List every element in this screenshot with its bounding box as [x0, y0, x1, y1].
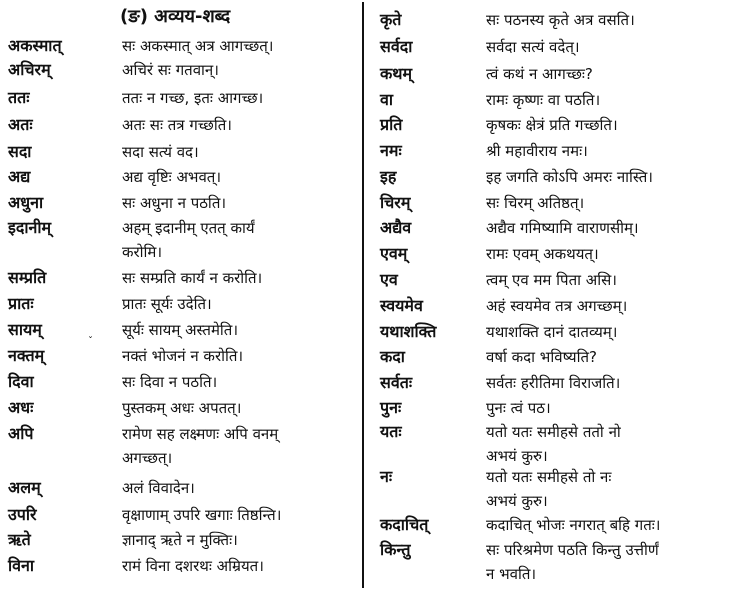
list-item: [366, 373, 735, 393]
column-divider: [362, 2, 364, 588]
avyaya-word: अलम्: [8, 478, 41, 497]
list-item: [366, 244, 735, 264]
avyaya-word: प्रातः: [8, 294, 34, 313]
example-sentence-continued: करोमि।: [122, 243, 163, 261]
avyaya-word: अद्यैव: [380, 218, 412, 237]
example-sentence: पुनः त्वं पठ।: [486, 399, 551, 417]
list-item: [366, 422, 735, 465]
list-item: [366, 296, 735, 316]
avyaya-word: इह: [380, 167, 397, 186]
example-sentence: अद्य वृष्टिः अभवत्।: [122, 168, 222, 186]
avyaya-word: विना: [8, 556, 35, 575]
avyaya-word: अतः: [8, 115, 33, 134]
example-sentence: अद्यैव गमिष्यामि वाराणसीम्।: [486, 219, 639, 237]
avyaya-word: कदा: [380, 347, 405, 366]
example-sentence: सः अधुना न पठति।: [122, 194, 227, 212]
list-item: [366, 515, 735, 535]
list-item: [0, 218, 362, 261]
avyaya-word: नः: [380, 467, 393, 486]
avyaya-word: यतः: [380, 422, 402, 441]
avyaya-word: एवम्: [380, 244, 408, 263]
avyaya-word: अधः: [8, 398, 34, 417]
example-sentence: सः पठनस्य कृते अत्र वसति।: [486, 11, 635, 29]
avyaya-word: सदा: [8, 142, 32, 161]
example-sentence: सः अकस्मात् अत्र आगच्छत्।: [122, 37, 274, 55]
avyaya-word: सर्वतः: [380, 373, 413, 392]
example-sentence-continued: अगच्छत्।: [122, 449, 173, 467]
example-sentence: सर्वदा सत्यं वदेत्।: [486, 38, 580, 56]
list-item: [0, 193, 362, 213]
avyaya-word: सर्वदा: [380, 37, 413, 56]
example-sentence: वर्षा कदा भविष्यति?: [486, 348, 597, 366]
avyaya-word: उपरि: [8, 505, 37, 524]
avyaya-word: ततः: [8, 88, 30, 107]
list-item: [0, 268, 362, 288]
list-item: [0, 294, 362, 314]
list-item: [366, 540, 735, 583]
example-sentence-continued: अभयं कुरु।: [486, 492, 548, 510]
example-sentence: पुस्तकम् अधः अपतत्।: [122, 399, 242, 417]
list-item: [0, 424, 362, 467]
avyaya-word: अचिरम्: [8, 60, 51, 79]
avyaya-word: एव: [380, 270, 398, 289]
list-item: [0, 167, 362, 187]
list-item: [366, 167, 735, 187]
section-title: (ङ) अव्यय-शब्द: [120, 6, 231, 27]
avyaya-word: स्वयमेव: [380, 296, 423, 315]
list-item: [0, 36, 362, 56]
avyaya-word: चिरम्: [380, 193, 411, 212]
list-item: [0, 505, 362, 525]
avyaya-word: यथाशक्ति: [380, 322, 437, 341]
example-sentence: रामेण सह लक्ष्मणः अपि वनम्: [122, 425, 279, 443]
example-sentence: यथाशक्ति दानं दातव्यम्।: [486, 323, 618, 341]
avyaya-word: अकस्मात्: [8, 36, 62, 55]
example-sentence: अतः सः तत्र गच्छति।: [122, 116, 232, 134]
example-sentence: त्वम् एव मम पिता असि।: [486, 271, 617, 289]
list-item: [366, 322, 735, 342]
list-item: [0, 398, 362, 418]
example-sentence: अहं स्वयमेव तत्र अगच्छम्।: [486, 297, 628, 315]
example-sentence: सः चिरम् अतिष्ठत्।: [486, 194, 585, 212]
example-sentence: इह जगति कोऽपि अमरः नास्ति।: [486, 168, 653, 186]
example-sentence: अहम् इदानीम् एतत् कार्यं: [122, 219, 255, 237]
example-sentence: ज्ञानाद् ऋते न मुक्तिः।: [122, 531, 238, 549]
list-item: [0, 115, 362, 135]
example-sentence: त्वं कथं न आगच्छः?: [486, 65, 593, 83]
avyaya-word: पुनः: [380, 398, 402, 417]
example-sentence: यतो यतः समीहसे ततो नो: [486, 423, 621, 441]
avyaya-word: इदानीम्: [8, 218, 52, 237]
avyaya-word: ऋते: [8, 530, 31, 549]
example-sentence: कदाचित् भोजः नगरात् बहि गतः।: [486, 516, 661, 534]
avyaya-word: अद्य: [8, 167, 31, 186]
example-sentence: श्री महावीराय नमः।: [486, 142, 588, 160]
avyaya-word: नमः: [380, 141, 402, 160]
example-sentence: सः परिश्रमेण पठति किन्तु उत्तीर्णं: [486, 541, 659, 559]
list-item: [0, 346, 362, 366]
avyaya-word: नक्तम्: [8, 346, 45, 365]
list-item: [0, 556, 362, 576]
list-item: [0, 60, 362, 80]
example-sentence: रामं विना दशरथः अम्रियत।: [122, 557, 264, 575]
list-item: [0, 372, 362, 392]
list-item: [366, 270, 735, 290]
list-item: [366, 64, 735, 84]
list-item: [0, 530, 362, 550]
avyaya-word: कदाचित्: [380, 515, 429, 534]
list-item: [366, 115, 735, 135]
example-sentence: अचिरं सः गतवान्।: [122, 61, 219, 79]
list-item: [366, 37, 735, 57]
list-item: [0, 320, 362, 340]
example-sentence: सः सम्प्रति कार्यं न करोति।: [122, 269, 263, 287]
example-sentence: सर्वतः हरीतिमा विराजति।: [486, 374, 621, 392]
example-sentence-continued: अभयं कुरु।: [486, 447, 548, 465]
stray-mark: ˇ: [88, 336, 93, 347]
list-item: [366, 347, 735, 367]
avyaya-word: सम्प्रति: [8, 268, 47, 287]
list-item: [366, 90, 735, 110]
avyaya-word: दिवा: [8, 372, 34, 391]
avyaya-word: कथम्: [380, 64, 413, 83]
example-sentence: रामः एवम् अकथयत्।: [486, 245, 599, 263]
example-sentence: सूर्यः सायम् अस्तमेति।: [122, 321, 239, 339]
list-item: [0, 142, 362, 162]
avyaya-word: सायम्: [8, 320, 42, 339]
example-sentence: ततः न गच्छ, इतः आगच्छ।: [122, 89, 264, 107]
example-sentence: वृक्षाणाम् उपरि खगाः तिष्ठन्ति।: [122, 506, 282, 524]
list-item: [366, 193, 735, 213]
list-item: [366, 398, 735, 418]
list-item: [366, 141, 735, 161]
list-item: [366, 10, 735, 30]
avyaya-word: कृते: [380, 10, 402, 29]
example-sentence-continued: न भवति।: [486, 565, 537, 583]
list-item: [366, 467, 735, 510]
list-item: [0, 478, 362, 498]
example-sentence: यतो यतः समीहसे तो नः: [486, 468, 612, 486]
example-sentence: रामः कृष्णः वा पठति।: [486, 91, 601, 109]
avyaya-word: प्रति: [380, 115, 403, 134]
avyaya-word: वा: [380, 90, 394, 109]
example-sentence: अलं विवादेन।: [122, 479, 195, 497]
avyaya-word: अपि: [8, 424, 34, 443]
example-sentence: नक्तं भोजनं न करोति।: [122, 347, 244, 365]
example-sentence: सः दिवा न पठति।: [122, 373, 218, 391]
list-item: [0, 88, 362, 108]
avyaya-word: किन्तु: [380, 540, 411, 559]
example-sentence: सदा सत्यं वद।: [122, 143, 199, 161]
example-sentence: कृषकः क्षेत्रं प्रति गच्छति।: [486, 116, 618, 134]
example-sentence: प्रातः सूर्यः उदेति।: [122, 295, 212, 313]
list-item: [366, 218, 735, 238]
avyaya-word: अधुना: [8, 193, 44, 212]
